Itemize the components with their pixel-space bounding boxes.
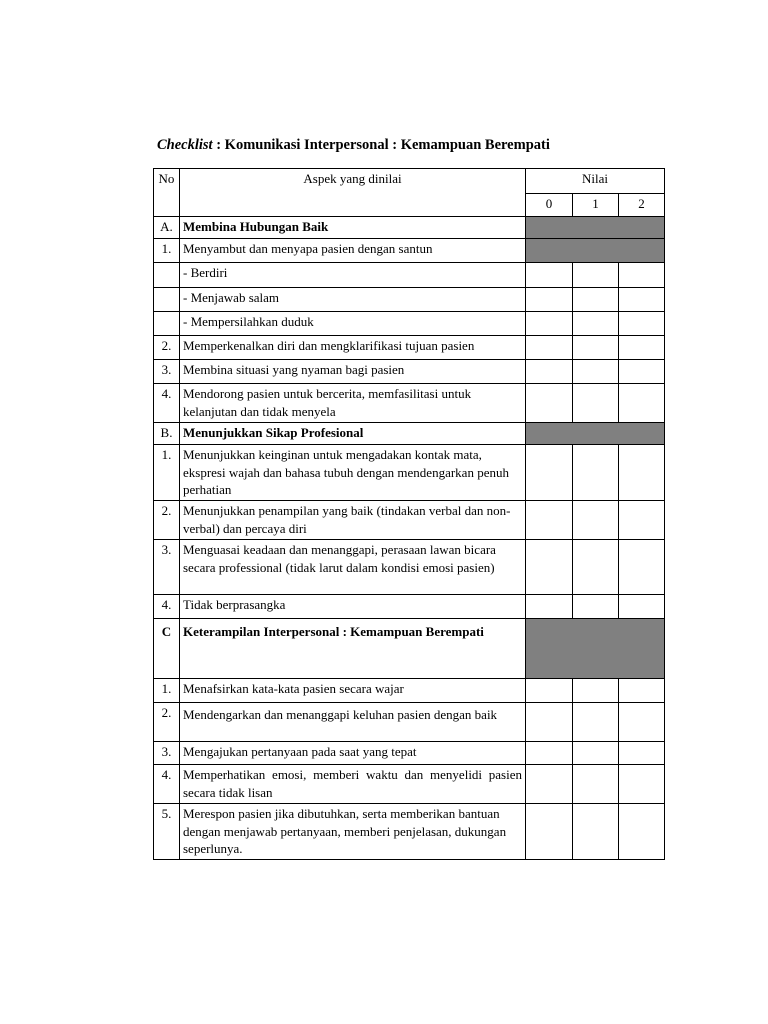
score-cell-0[interactable] bbox=[526, 288, 573, 312]
section-row-b bbox=[154, 423, 665, 445]
item-row bbox=[154, 765, 665, 804]
score-cell-1[interactable] bbox=[573, 336, 619, 360]
item-row bbox=[154, 679, 665, 703]
item-no: 1. bbox=[154, 679, 180, 703]
item-text: Mengajukan pertanyaan pada saat yang tepat bbox=[180, 742, 526, 765]
item-row bbox=[154, 804, 665, 860]
score-cell-0[interactable] bbox=[526, 445, 573, 501]
score-cell-2[interactable] bbox=[619, 336, 665, 360]
item-text: Tidak berprasangka bbox=[180, 595, 526, 619]
score-cell-0[interactable] bbox=[526, 540, 573, 595]
score-header-1: 1 bbox=[573, 194, 619, 217]
item-row bbox=[154, 312, 665, 336]
item-no: 3. bbox=[154, 360, 180, 384]
score-cell-2[interactable] bbox=[619, 312, 665, 336]
score-cell-2[interactable] bbox=[619, 703, 665, 742]
item-text: Mendengarkan dan menanggapi keluhan pasien dengan baik bbox=[180, 703, 526, 742]
title-prefix: Checklist bbox=[157, 137, 213, 153]
score-cell-0[interactable] bbox=[526, 501, 573, 540]
item-no: 3. bbox=[154, 742, 180, 765]
score-cell-1[interactable] bbox=[573, 765, 619, 804]
score-cell-2[interactable] bbox=[619, 288, 665, 312]
item-row bbox=[154, 336, 665, 360]
document-title bbox=[157, 137, 550, 154]
item-row bbox=[154, 360, 665, 384]
score-cell-2[interactable] bbox=[619, 360, 665, 384]
score-cell-1[interactable] bbox=[573, 595, 619, 619]
item-no bbox=[154, 288, 180, 312]
item-text: - Menjawab salam bbox=[180, 288, 526, 312]
item-text: Menunjukkan keinginan untuk mengadakan kontak mata, ekspresi wajah dan bahasa tubuh dengan mendengarkan penuh perhatian bbox=[180, 445, 526, 501]
item-row bbox=[154, 742, 665, 765]
shaded-cell bbox=[526, 423, 665, 445]
item-row bbox=[154, 384, 665, 423]
shaded-cell bbox=[526, 619, 665, 679]
item-text: Merespon pasien jika dibutuhkan, serta memberikan bantuan dengan menjawab pertanyaan, memberi penjelasan, dukungan seperlunya. bbox=[180, 804, 526, 860]
score-cell-0[interactable] bbox=[526, 263, 573, 288]
score-cell-1[interactable] bbox=[573, 445, 619, 501]
item-text: Menafsirkan kata-kata pasien secara wajar bbox=[180, 679, 526, 703]
header-row bbox=[154, 169, 665, 194]
item-row bbox=[154, 501, 665, 540]
item-no: 2. bbox=[154, 501, 180, 540]
checklist-table bbox=[153, 168, 665, 860]
score-header-2: 2 bbox=[619, 194, 665, 217]
item-text: Mendorong pasien untuk bercerita, memfasilitasi untuk kelanjutan dan tidak menyela bbox=[180, 384, 526, 423]
section-no: B. bbox=[154, 423, 180, 445]
item-text: Menyambut dan menyapa pasien dengan santun bbox=[180, 239, 526, 263]
score-cell-1[interactable] bbox=[573, 312, 619, 336]
score-cell-0[interactable] bbox=[526, 804, 573, 860]
header-no: No bbox=[154, 169, 180, 217]
item-row bbox=[154, 445, 665, 501]
item-no: 4. bbox=[154, 765, 180, 804]
item-no: 3. bbox=[154, 540, 180, 595]
score-cell-2[interactable] bbox=[619, 804, 665, 860]
score-cell-0[interactable] bbox=[526, 742, 573, 765]
header-nilai: Nilai bbox=[526, 169, 665, 194]
item-no: 5. bbox=[154, 804, 180, 860]
item-text: Membina situasi yang nyaman bagi pasien bbox=[180, 360, 526, 384]
score-cell-1[interactable] bbox=[573, 501, 619, 540]
item-row bbox=[154, 595, 665, 619]
item-row bbox=[154, 239, 665, 263]
item-no: 4. bbox=[154, 384, 180, 423]
section-no: A. bbox=[154, 217, 180, 239]
item-text: Menguasai keadaan dan menanggapi, perasaan lawan bicara secara professional (tidak larut dalam kondisi emosi pasien) bbox=[180, 540, 526, 595]
item-no: 1. bbox=[154, 445, 180, 501]
score-cell-0[interactable] bbox=[526, 384, 573, 423]
score-cell-2[interactable] bbox=[619, 595, 665, 619]
item-no bbox=[154, 312, 180, 336]
section-no: C bbox=[154, 619, 180, 679]
item-no bbox=[154, 263, 180, 288]
score-cell-2[interactable] bbox=[619, 384, 665, 423]
score-cell-1[interactable] bbox=[573, 540, 619, 595]
item-no: 1. bbox=[154, 239, 180, 263]
score-cell-0[interactable] bbox=[526, 336, 573, 360]
score-cell-1[interactable] bbox=[573, 263, 619, 288]
item-text: - Mempersilahkan duduk bbox=[180, 312, 526, 336]
score-header-0: 0 bbox=[526, 194, 573, 217]
score-cell-1[interactable] bbox=[573, 384, 619, 423]
section-row-c bbox=[154, 619, 665, 679]
score-cell-2[interactable] bbox=[619, 742, 665, 765]
score-cell-1[interactable] bbox=[573, 360, 619, 384]
score-cell-0[interactable] bbox=[526, 703, 573, 742]
score-cell-0[interactable] bbox=[526, 312, 573, 336]
section-row-a bbox=[154, 217, 665, 239]
header-aspek: Aspek yang dinilai bbox=[180, 169, 526, 217]
score-cell-2[interactable] bbox=[619, 765, 665, 804]
score-cell-1[interactable] bbox=[573, 288, 619, 312]
score-cell-0[interactable] bbox=[526, 765, 573, 804]
item-row bbox=[154, 540, 665, 595]
shaded-cell bbox=[526, 217, 665, 239]
item-no: 4. bbox=[154, 595, 180, 619]
score-cell-2[interactable] bbox=[619, 501, 665, 540]
score-cell-1[interactable] bbox=[573, 703, 619, 742]
item-text: Memperkenalkan diri dan mengklarifikasi tujuan pasien bbox=[180, 336, 526, 360]
score-cell-2[interactable] bbox=[619, 445, 665, 501]
item-row bbox=[154, 703, 665, 742]
section-label: Menunjukkan Sikap Profesional bbox=[180, 423, 526, 445]
item-text: Menunjukkan penampilan yang baik (tindakan verbal dan non-verbal) dan percaya diri bbox=[180, 501, 526, 540]
score-cell-2[interactable] bbox=[619, 540, 665, 595]
score-cell-0[interactable] bbox=[526, 595, 573, 619]
item-row bbox=[154, 263, 665, 288]
section-label: Membina Hubungan Baik bbox=[180, 217, 526, 239]
score-cell-0[interactable] bbox=[526, 679, 573, 703]
score-cell-1[interactable] bbox=[573, 742, 619, 765]
score-cell-2[interactable] bbox=[619, 263, 665, 288]
item-no: 2. bbox=[154, 703, 180, 742]
item-row bbox=[154, 288, 665, 312]
title-text: : Komunikasi Interpersonal : Kemampuan Berempati bbox=[212, 137, 550, 153]
shaded-cell bbox=[526, 239, 665, 263]
score-cell-1[interactable] bbox=[573, 804, 619, 860]
score-cell-1[interactable] bbox=[573, 679, 619, 703]
score-cell-2[interactable] bbox=[619, 679, 665, 703]
item-text: Memperhatikan emosi, memberi waktu dan menyelidi pasien secara tidak lisan bbox=[180, 765, 526, 804]
section-label: Keterampilan Interpersonal : Kemampuan Berempati bbox=[180, 619, 526, 679]
item-no: 2. bbox=[154, 336, 180, 360]
item-text: - Berdiri bbox=[180, 263, 526, 288]
score-cell-0[interactable] bbox=[526, 360, 573, 384]
